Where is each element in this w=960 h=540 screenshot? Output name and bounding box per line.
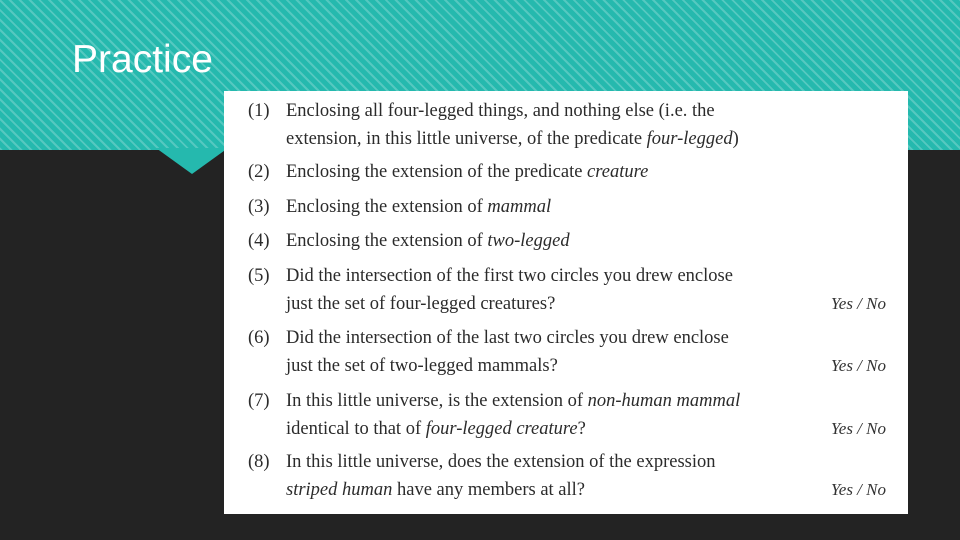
- yes-no-answer[interactable]: Yes / No: [830, 480, 886, 499]
- item-text-line: just the set of four-legged creatures?: [286, 294, 556, 314]
- item-number: (8): [248, 452, 270, 472]
- item-text-line: Enclosing the extension of two-legged: [286, 231, 570, 251]
- item-text-line: extension, in this little universe, of the predicate four-legged): [286, 129, 739, 149]
- yes-no-answer[interactable]: Yes / No: [830, 356, 886, 375]
- item-text-line: In this little universe, is the extension of non-human mammal: [286, 391, 741, 411]
- item-number: (2): [248, 162, 270, 182]
- item-text-line: just the set of two-legged mammals?: [286, 356, 558, 376]
- exercise-card: [224, 91, 908, 514]
- item-text-line: Enclosing the extension of the predicate creature: [286, 162, 649, 182]
- header-notch: [156, 148, 228, 174]
- item-text-line: Did the intersection of the last two circles you drew enclose: [286, 328, 729, 348]
- item-text-line: striped human have any members at all?: [286, 480, 585, 500]
- item-text-line: Did the intersection of the first two circles you drew enclose: [286, 266, 733, 286]
- item-text-line: identical to that of four-legged creature?: [286, 419, 586, 439]
- item-number: (5): [248, 266, 270, 286]
- item-text-line: Enclosing the extension of mammal: [286, 197, 552, 217]
- item-number: (3): [248, 197, 270, 217]
- yes-no-answer[interactable]: Yes / No: [830, 419, 886, 438]
- item-text-line: In this little universe, does the extension of the expression: [286, 452, 716, 472]
- item-number: (7): [248, 391, 270, 411]
- slide-title: Practice: [72, 38, 213, 81]
- item-number: (6): [248, 328, 270, 348]
- item-number: (4): [248, 231, 270, 251]
- item-number: (1): [248, 101, 270, 121]
- item-text-line: Enclosing all four-legged things, and nothing else (i.e. the: [286, 101, 715, 121]
- yes-no-answer[interactable]: Yes / No: [830, 294, 886, 313]
